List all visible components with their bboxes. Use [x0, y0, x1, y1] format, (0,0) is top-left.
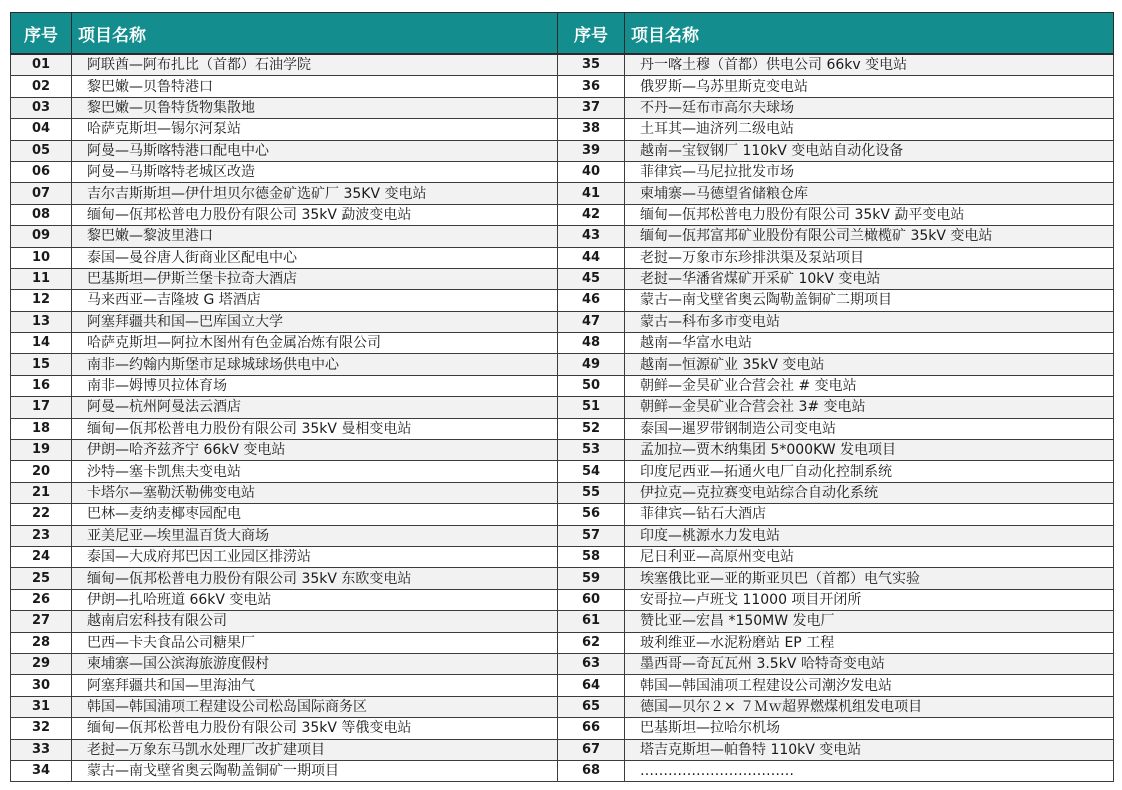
row-name-right: …………………………… — [625, 760, 1114, 781]
row-no-right: 65 — [558, 696, 625, 717]
row-no-left: 08 — [11, 204, 72, 225]
row-name-left: 黎巴嫩—贝鲁特货物集散地 — [72, 97, 558, 118]
table-row — [11, 247, 1114, 268]
row-no-right: 52 — [558, 418, 625, 439]
row-name-right: 安哥拉—卢班戈 11000 项目开闭所 — [625, 589, 1114, 610]
row-no-left: 26 — [11, 589, 72, 610]
row-name-left: 缅甸—佤邦松普电力股份有限公司 35kV 东欧变电站 — [72, 568, 558, 589]
row-no-right: 58 — [558, 546, 625, 567]
row-name-left: 泰国—曼谷唐人街商业区配电中心 — [72, 247, 558, 268]
row-no-right: 54 — [558, 461, 625, 482]
row-name-right: 俄罗斯—乌苏里斯克变电站 — [625, 76, 1114, 97]
row-no-left: 12 — [11, 290, 72, 311]
row-name-left: 沙特—塞卡凯焦夫变电站 — [72, 461, 558, 482]
row-name-left: 亚美尼亚—埃里温百货大商场 — [72, 525, 558, 546]
row-no-left: 01 — [11, 54, 72, 76]
table-row — [11, 718, 1114, 739]
row-no-left: 30 — [11, 675, 72, 696]
row-no-left: 25 — [11, 568, 72, 589]
table-row — [11, 161, 1114, 182]
row-name-left: 伊朗—哈齐兹齐宁 66kV 变电站 — [72, 440, 558, 461]
row-no-right: 57 — [558, 525, 625, 546]
row-name-left: 阿曼—马斯喀特老城区改造 — [72, 161, 558, 182]
row-no-right: 36 — [558, 76, 625, 97]
row-no-right: 39 — [558, 140, 625, 161]
row-name-left: 阿塞拜疆共和国—巴库国立大学 — [72, 311, 558, 332]
row-name-left: 马来西亚—吉隆坡 G 塔酒店 — [72, 290, 558, 311]
row-name-right: 菲律宾—钻石大酒店 — [625, 504, 1114, 525]
row-no-right: 61 — [558, 611, 625, 632]
row-no-right: 35 — [558, 54, 625, 76]
row-no-left: 23 — [11, 525, 72, 546]
row-no-left: 09 — [11, 226, 72, 247]
table-row — [11, 311, 1114, 332]
table-row — [11, 568, 1114, 589]
row-no-right: 60 — [558, 589, 625, 610]
row-name-right: 巴基斯坦—拉哈尔机场 — [625, 718, 1114, 739]
row-no-left: 06 — [11, 161, 72, 182]
row-name-right: 越南—恒源矿业 35kV 变电站 — [625, 354, 1114, 375]
row-name-right: 朝鲜—金昊矿业合营会社 # 变电站 — [625, 375, 1114, 396]
row-name-right: 朝鲜—金昊矿业合营会社 3# 变电站 — [625, 397, 1114, 418]
row-no-left: 19 — [11, 440, 72, 461]
table-row — [11, 226, 1114, 247]
row-name-right: 泰国—暹罗带钢制造公司变电站 — [625, 418, 1114, 439]
row-no-right: 44 — [558, 247, 625, 268]
row-name-right: 柬埔寨—马德望省储粮仓库 — [625, 183, 1114, 204]
table-row — [11, 589, 1114, 610]
row-name-right: 印度尼西亚—拓通火电厂自动化控制系统 — [625, 461, 1114, 482]
row-no-left: 29 — [11, 653, 72, 674]
row-name-right: 菲律宾—马尼拉批发市场 — [625, 161, 1114, 182]
table-row — [11, 290, 1114, 311]
row-no-right: 43 — [558, 226, 625, 247]
header-no-left: 序号 — [11, 13, 72, 55]
row-name-left: 卡塔尔—塞勒沃勒佛变电站 — [72, 482, 558, 503]
row-no-left: 20 — [11, 461, 72, 482]
table-row — [11, 504, 1114, 525]
row-no-left: 18 — [11, 418, 72, 439]
row-no-left: 11 — [11, 268, 72, 289]
table-row — [11, 97, 1114, 118]
table-row — [11, 739, 1114, 760]
row-name-right: 缅甸—佤邦富邦矿业股份有限公司兰橄榄矿 35kV 变电站 — [625, 226, 1114, 247]
row-name-left: 巴林—麦纳麦椰枣园配电 — [72, 504, 558, 525]
row-name-right: 老挝—万象市东珍排洪渠及泵站项目 — [625, 247, 1114, 268]
row-no-right: 46 — [558, 290, 625, 311]
header-no-right: 序号 — [558, 13, 625, 55]
row-no-right: 45 — [558, 268, 625, 289]
table-row — [11, 632, 1114, 653]
table-row — [11, 119, 1114, 140]
row-no-left: 34 — [11, 760, 72, 781]
row-no-left: 02 — [11, 76, 72, 97]
row-no-right: 51 — [558, 397, 625, 418]
table-row — [11, 333, 1114, 354]
row-no-right: 37 — [558, 97, 625, 118]
table-row — [11, 268, 1114, 289]
table-row — [11, 440, 1114, 461]
row-no-left: 13 — [11, 311, 72, 332]
row-no-right: 48 — [558, 333, 625, 354]
row-no-right: 41 — [558, 183, 625, 204]
row-no-right: 38 — [558, 119, 625, 140]
row-name-left: 柬埔寨—国公滨海旅游度假村 — [72, 653, 558, 674]
table-row — [11, 418, 1114, 439]
row-name-left: 黎巴嫩—贝鲁特港口 — [72, 76, 558, 97]
row-name-left: 缅甸—佤邦松普电力股份有限公司 35kV 等俄变电站 — [72, 718, 558, 739]
row-name-left: 缅甸—佤邦松普电力股份有限公司 35kV 曼相变电站 — [72, 418, 558, 439]
row-name-right: 尼日利亚—高原州变电站 — [625, 546, 1114, 567]
row-name-left: 缅甸—佤邦松普电力股份有限公司 35kV 勐波变电站 — [72, 204, 558, 225]
table-row — [11, 611, 1114, 632]
row-no-left: 31 — [11, 696, 72, 717]
row-name-right: 塔吉克斯坦—帕鲁特 110kV 变电站 — [625, 739, 1114, 760]
row-no-right: 56 — [558, 504, 625, 525]
row-no-right: 50 — [558, 375, 625, 396]
row-no-left: 04 — [11, 119, 72, 140]
row-no-left: 33 — [11, 739, 72, 760]
project-table — [10, 12, 1114, 782]
row-name-left: 哈萨克斯坦—锡尔河泵站 — [72, 119, 558, 140]
row-no-left: 14 — [11, 333, 72, 354]
row-no-left: 27 — [11, 611, 72, 632]
row-name-right: 缅甸—佤邦松普电力股份有限公司 35kV 勐平变电站 — [625, 204, 1114, 225]
row-no-right: 64 — [558, 675, 625, 696]
row-name-right: 蒙古—南戈壁省奥云陶勒盖铜矿二期项目 — [625, 290, 1114, 311]
row-name-left: 阿曼—马斯喀特港口配电中心 — [72, 140, 558, 161]
row-name-left: 伊朗—扎哈班道 66kV 变电站 — [72, 589, 558, 610]
table-row — [11, 546, 1114, 567]
row-no-left: 15 — [11, 354, 72, 375]
row-name-right: 伊拉克—克拉赛变电站综合自动化系统 — [625, 482, 1114, 503]
row-no-right: 40 — [558, 161, 625, 182]
row-no-left: 05 — [11, 140, 72, 161]
row-name-right: 赞比亚—宏昌 *150MW 发电厂 — [625, 611, 1114, 632]
row-name-right: 越南—宝钗钢厂 110kV 变电站自动化设备 — [625, 140, 1114, 161]
row-name-left: 蒙古—南戈壁省奥云陶勒盖铜矿一期项目 — [72, 760, 558, 781]
row-name-left: 南非—约翰内斯堡市足球城球场供电中心 — [72, 354, 558, 375]
row-name-left: 巴西—卡夫食品公司糖果厂 — [72, 632, 558, 653]
row-no-right: 68 — [558, 760, 625, 781]
row-no-right: 53 — [558, 440, 625, 461]
row-name-left: 阿塞拜疆共和国—里海油气 — [72, 675, 558, 696]
table-row — [11, 76, 1114, 97]
row-name-left: 哈萨克斯坦—阿拉木图州有色金属冶炼有限公司 — [72, 333, 558, 354]
table-row — [11, 696, 1114, 717]
row-name-left: 韩国—韩国浦项工程建设公司松岛国际商务区 — [72, 696, 558, 717]
row-no-right: 59 — [558, 568, 625, 589]
table-row — [11, 760, 1114, 781]
header-name-right: 项目名称 — [625, 13, 1114, 55]
row-name-right: 韩国—韩国浦项工程建设公司潮汐发电站 — [625, 675, 1114, 696]
row-no-right: 63 — [558, 653, 625, 674]
row-name-left: 阿曼—杭州阿曼法云酒店 — [72, 397, 558, 418]
table-row — [11, 140, 1114, 161]
row-name-right: 不丹—廷布市高尔夫球场 — [625, 97, 1114, 118]
row-name-left: 南非—姆博贝拉体育场 — [72, 375, 558, 396]
row-name-left: 泰国—大成府邦巴因工业园区排涝站 — [72, 546, 558, 567]
row-name-left: 阿联酋—阿布扎比（首都）石油学院 — [72, 54, 558, 76]
row-name-left: 吉尔吉斯斯坦—伊什坦贝尔德金矿选矿厂 35KV 变电站 — [72, 183, 558, 204]
table-row — [11, 204, 1114, 225]
row-no-right: 55 — [558, 482, 625, 503]
table-row — [11, 375, 1114, 396]
row-name-right: 印度—桃源水力发电站 — [625, 525, 1114, 546]
row-name-left: 越南启宏科技有限公司 — [72, 611, 558, 632]
row-name-left: 黎巴嫩—黎波里港口 — [72, 226, 558, 247]
row-no-right: 62 — [558, 632, 625, 653]
row-no-left: 22 — [11, 504, 72, 525]
row-name-right: 丹一喀土穆（首都）供电公司 66kv 变电站 — [625, 54, 1114, 76]
row-no-left: 03 — [11, 97, 72, 118]
row-name-right: 土耳其—迪济列二级电站 — [625, 119, 1114, 140]
row-no-right: 67 — [558, 739, 625, 760]
table-row — [11, 675, 1114, 696]
table-row — [11, 482, 1114, 503]
row-name-right: 玻利维亚—水泥粉磨站 EP 工程 — [625, 632, 1114, 653]
table-row — [11, 461, 1114, 482]
row-no-left: 28 — [11, 632, 72, 653]
row-no-left: 10 — [11, 247, 72, 268]
row-no-left: 24 — [11, 546, 72, 567]
row-name-left: 巴基斯坦—伊斯兰堡卡拉奇大酒店 — [72, 268, 558, 289]
table-row — [11, 183, 1114, 204]
row-no-right: 66 — [558, 718, 625, 739]
row-name-right: 越南—华富水电站 — [625, 333, 1114, 354]
table-row — [11, 354, 1114, 375]
table-row — [11, 397, 1114, 418]
row-name-right: 孟加拉—贾木纳集团 5*000KW 发电项目 — [625, 440, 1114, 461]
row-no-left: 21 — [11, 482, 72, 503]
row-no-right: 42 — [558, 204, 625, 225]
row-name-left: 老挝—万象东马凯水处理厂改扩建项目 — [72, 739, 558, 760]
header-row — [11, 13, 1114, 55]
row-no-left: 16 — [11, 375, 72, 396]
row-name-right: 老挝—华潘省煤矿开采矿 10kV 变电站 — [625, 268, 1114, 289]
table-row — [11, 525, 1114, 546]
row-no-left: 07 — [11, 183, 72, 204]
header-name-left: 项目名称 — [72, 13, 558, 55]
row-no-right: 47 — [558, 311, 625, 332]
row-name-right: 德国—贝尔２× ７Ｍｗ超界燃煤机组发电项目 — [625, 696, 1114, 717]
table-row — [11, 54, 1114, 76]
table-row — [11, 653, 1114, 674]
row-name-right: 埃塞俄比亚—亚的斯亚贝巴（首都）电气实验 — [625, 568, 1114, 589]
row-no-right: 49 — [558, 354, 625, 375]
row-name-right: 墨西哥—奇瓦瓦州 3.5kV 哈特奇变电站 — [625, 653, 1114, 674]
row-name-right: 蒙古—科布多市变电站 — [625, 311, 1114, 332]
row-no-left: 17 — [11, 397, 72, 418]
row-no-left: 32 — [11, 718, 72, 739]
